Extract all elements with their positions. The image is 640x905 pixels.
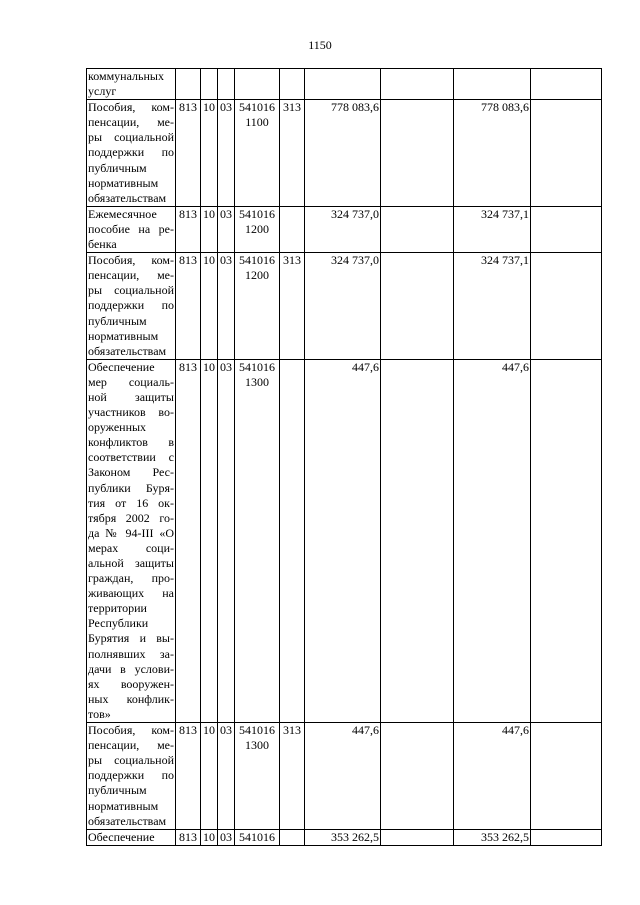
row-name-line: Пособия, ком- <box>88 253 174 268</box>
row-name-line: обязательствам <box>88 813 167 828</box>
row-name-line: поддержки по <box>88 768 174 783</box>
rz-code-cell: 10 <box>201 723 218 830</box>
amount-cell-1: 447,6 <box>305 359 381 722</box>
amount-cell-2 <box>381 100 454 207</box>
csr-code-line: 1300 <box>245 738 269 753</box>
csr-code-line: 541016 <box>239 829 275 844</box>
amount-cell-4 <box>531 253 602 360</box>
budget-table <box>86 68 602 846</box>
page-number: 1150 <box>308 38 332 52</box>
amount-cell-4 <box>531 206 602 252</box>
rz-code-cell <box>201 69 218 100</box>
amount-cell-3: 778 083,6 <box>454 100 531 207</box>
amount-cell-4 <box>531 69 602 100</box>
table-row <box>87 206 602 252</box>
row-name-line: полнявших за- <box>88 646 174 661</box>
csr-code-line: 541016 <box>239 100 275 115</box>
csr-code-cell <box>235 206 280 252</box>
row-name-line: Законом Рес- <box>88 465 174 480</box>
amount-cell-2 <box>381 829 454 845</box>
row-name-line: участников во- <box>88 405 174 420</box>
row-name-line: мерах соци- <box>88 540 174 555</box>
row-name-line: соответствии с <box>88 450 174 465</box>
csr-code-cell <box>235 100 280 207</box>
ved-code-cell: 813 <box>176 359 201 722</box>
table-row <box>87 829 602 845</box>
csr-code-line: 541016 <box>239 723 275 738</box>
pr-code-cell <box>218 69 235 100</box>
amount-cell-2 <box>381 206 454 252</box>
ved-code-cell <box>176 69 201 100</box>
amount-cell-1: 324 737,0 <box>305 253 381 360</box>
row-name-line: ях вооружен- <box>88 676 174 691</box>
rz-code-cell: 10 <box>201 253 218 360</box>
row-name-line: нормативным <box>88 798 159 813</box>
row-name-line: бенка <box>88 237 117 252</box>
row-name-cell <box>87 100 176 207</box>
csr-code-line: 541016 <box>239 253 275 268</box>
pr-code-cell: 03 <box>218 829 235 845</box>
csr-code-line: 1200 <box>245 268 269 283</box>
row-name-line: ры социальной <box>88 283 174 298</box>
budget-table-body <box>87 69 602 846</box>
row-name-line: нормативным <box>88 328 159 343</box>
rz-code-cell: 10 <box>201 100 218 207</box>
csr-code-line: 541016 <box>239 206 275 221</box>
row-name-cell <box>87 359 176 722</box>
row-name-line: Пособия, ком- <box>88 723 174 738</box>
ved-code-cell: 813 <box>176 723 201 830</box>
amount-cell-2 <box>381 359 454 722</box>
csr-code-cell <box>235 253 280 360</box>
row-name-line: тября 2002 го- <box>88 510 174 525</box>
row-name-line: ных конфлик- <box>88 691 174 706</box>
row-name-line: оруженных <box>88 420 147 435</box>
row-name-line: публичным <box>88 783 147 798</box>
row-name-line: Ежемесячное <box>88 206 157 221</box>
amount-cell-1: 778 083,6 <box>305 100 381 207</box>
csr-code-line: 1200 <box>245 221 269 236</box>
amount-cell-3 <box>454 69 531 100</box>
row-name-line: публичным <box>88 313 147 328</box>
row-name-line: поддержки по <box>88 145 174 160</box>
table-row <box>87 359 602 722</box>
vr-code-cell <box>280 69 305 100</box>
row-name-line: тов» <box>88 706 111 721</box>
row-name-line: публичным <box>88 160 147 175</box>
vr-code-cell <box>280 206 305 252</box>
row-name-line: да № 94-III «О <box>88 525 174 540</box>
row-name-line: Республики <box>88 616 149 631</box>
amount-cell-1: 447,6 <box>305 723 381 830</box>
amount-cell-3: 324 737,1 <box>454 253 531 360</box>
row-name-line: Пособия, ком- <box>88 100 174 115</box>
table-row <box>87 100 602 207</box>
csr-code-cell <box>235 723 280 830</box>
vr-code-cell <box>280 359 305 722</box>
vr-code-cell <box>280 829 305 845</box>
ved-code-cell: 813 <box>176 100 201 207</box>
row-name-cell <box>87 829 176 845</box>
row-name-line: пенсации, ме- <box>88 115 174 130</box>
row-name-line: территории <box>88 601 147 616</box>
table-row <box>87 69 602 100</box>
amount-cell-1: 353 262,5 <box>305 829 381 845</box>
amount-cell-1 <box>305 69 381 100</box>
row-name-line: Обеспечение <box>88 829 155 844</box>
row-name-cell <box>87 723 176 830</box>
rz-code-cell: 10 <box>201 206 218 252</box>
row-name-line: ной защиты <box>88 389 174 404</box>
row-name-line: пенсации, ме- <box>88 738 174 753</box>
row-name-line: конфликтов в <box>88 435 174 450</box>
amount-cell-4 <box>531 723 602 830</box>
row-name-cell <box>87 69 176 100</box>
row-name-line: тия от 16 ок- <box>88 495 174 510</box>
amount-cell-4 <box>531 100 602 207</box>
csr-code-cell <box>235 69 280 100</box>
row-name-line: поддержки по <box>88 298 174 313</box>
csr-code-line: 1100 <box>245 115 269 130</box>
ved-code-cell: 813 <box>176 253 201 360</box>
row-name-line: мер социаль- <box>88 374 174 389</box>
pr-code-cell: 03 <box>218 100 235 207</box>
pr-code-cell: 03 <box>218 723 235 830</box>
rz-code-cell: 10 <box>201 359 218 722</box>
amount-cell-2 <box>381 723 454 830</box>
csr-code-line: 541016 <box>239 359 275 374</box>
amount-cell-3: 353 262,5 <box>454 829 531 845</box>
vr-code-cell: 313 <box>280 723 305 830</box>
row-name-line: обязательствам <box>88 190 167 205</box>
rz-code-cell: 10 <box>201 829 218 845</box>
vr-code-cell: 313 <box>280 253 305 360</box>
amount-cell-2 <box>381 69 454 100</box>
amount-cell-1: 324 737,0 <box>305 206 381 252</box>
amount-cell-2 <box>381 253 454 360</box>
pr-code-cell: 03 <box>218 253 235 360</box>
row-name-line: дачи в услови- <box>88 661 174 676</box>
row-name-line: граждан, про- <box>88 571 174 586</box>
csr-code-cell <box>235 359 280 722</box>
csr-code-cell <box>235 829 280 845</box>
amount-cell-3: 447,6 <box>454 723 531 830</box>
amount-cell-3: 324 737,1 <box>454 206 531 252</box>
row-name-line: живающих на <box>88 586 174 601</box>
pr-code-cell: 03 <box>218 359 235 722</box>
row-name-line: пособие на ре- <box>88 221 174 236</box>
vr-code-cell: 313 <box>280 100 305 207</box>
amount-cell-4 <box>531 829 602 845</box>
row-name-line: Обеспечение <box>88 359 155 374</box>
row-name-line: ры социальной <box>88 753 174 768</box>
row-name-line: обязательствам <box>88 343 167 358</box>
row-name-line: альной защиты <box>88 556 174 570</box>
csr-code-line: 1300 <box>245 374 269 389</box>
row-name-line: нормативным <box>88 175 159 190</box>
row-name-line: пенсации, ме- <box>88 268 174 283</box>
row-name-line: ры социальной <box>88 130 174 145</box>
row-name-line: коммунальных <box>88 69 164 83</box>
row-name-cell <box>87 206 176 252</box>
table-row <box>87 723 602 830</box>
amount-cell-4 <box>531 359 602 722</box>
table-row <box>87 253 602 360</box>
row-name-cell <box>87 253 176 360</box>
ved-code-cell: 813 <box>176 206 201 252</box>
row-name-line: Бурятия и вы- <box>88 631 174 646</box>
ved-code-cell: 813 <box>176 829 201 845</box>
row-name-line: публики Буря- <box>88 480 174 495</box>
pr-code-cell: 03 <box>218 206 235 252</box>
amount-cell-3: 447,6 <box>454 359 531 722</box>
row-name-line: услуг <box>88 84 117 99</box>
